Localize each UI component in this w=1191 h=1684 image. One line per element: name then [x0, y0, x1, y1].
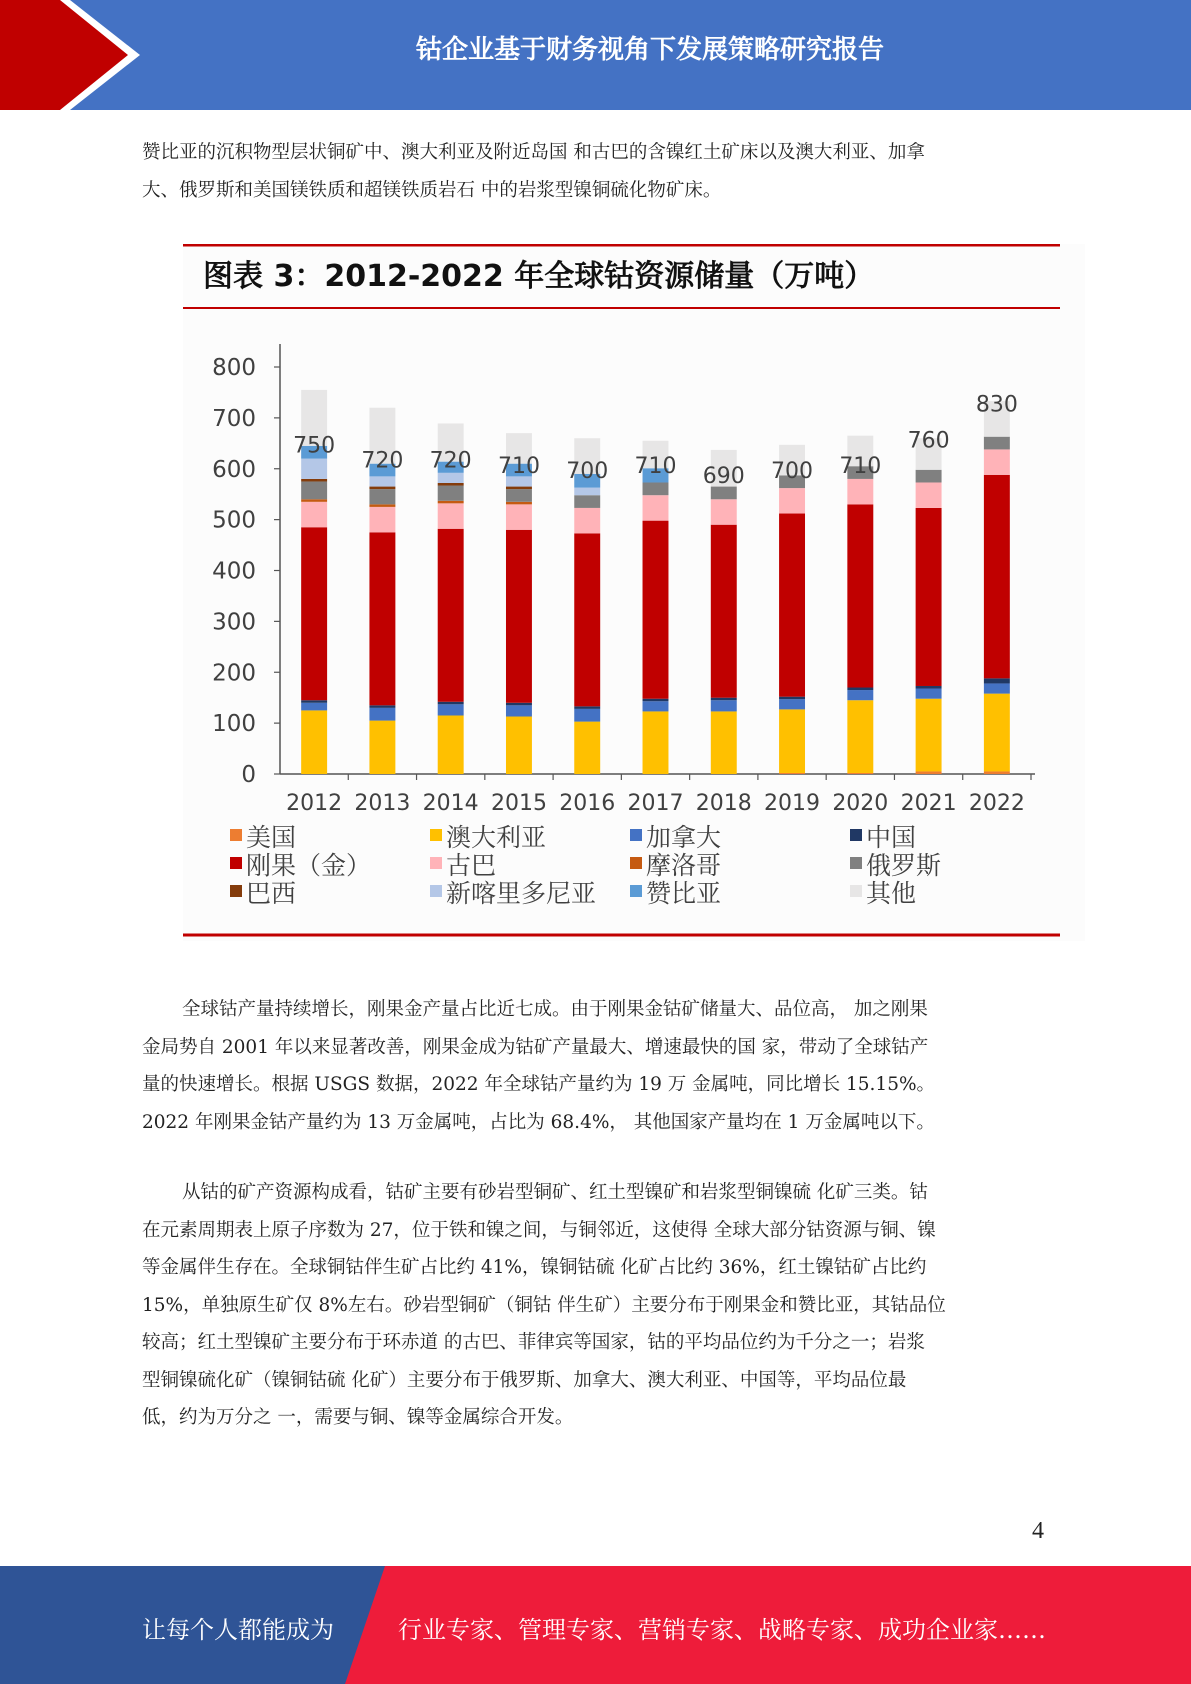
- bar-segment: [779, 488, 805, 513]
- legend-swatch: [430, 885, 442, 897]
- bar-segment: [984, 683, 1010, 693]
- bar-segment: [643, 701, 669, 711]
- bar-segment: [574, 722, 600, 774]
- x-tick-label: 2015: [490, 791, 547, 816]
- paragraph-line: 15%，单独原生矿仅 8%左右。砂岩型铜矿（铜钴 伴生矿）主要分布于刚果金和赞比亚，其钴品位: [142, 1294, 946, 1316]
- paragraph-line: 低，约为万分之 一，需要与铜、镍等金属综合开发。: [142, 1407, 574, 1428]
- bar-segment: [711, 711, 737, 774]
- y-tick-label: 500: [212, 507, 256, 534]
- bar-segment: [984, 475, 1010, 679]
- legend-swatch: [430, 857, 442, 869]
- paragraph-production: [142, 991, 1052, 1141]
- bar-segment: [916, 470, 942, 483]
- legend-swatch: [850, 857, 862, 869]
- legend-swatch: [630, 885, 642, 897]
- data-label-total: 710: [497, 453, 540, 479]
- bar-segment: [301, 710, 327, 774]
- legend-label: 新喀里多尼亚: [446, 879, 597, 908]
- intro-line-1: 赞比亚的沉积物型层状铜矿中、澳大利亚及附近岛国 和古巴的含镍红土矿床以及澳大利亚、加拿: [142, 142, 925, 163]
- x-tick-label: 2014: [422, 791, 479, 816]
- bar-segment: [369, 721, 395, 774]
- y-tick-label: 700: [212, 405, 256, 432]
- legend-label: 巴西: [246, 879, 297, 908]
- bar-segment: [301, 703, 327, 711]
- bar-segment: [847, 479, 873, 504]
- legend-swatch: [630, 829, 642, 841]
- paragraph-line: 全球钴产量持续增长，刚果金产量占比近七成。由于刚果金钴矿储量大、品位高， 加之刚果: [182, 999, 928, 1020]
- intro-line-2: 大、俄罗斯和美国镁铁质和超镁铁质岩石 中的岩浆型镍铜硫化物矿床。: [142, 179, 722, 201]
- bar-segment: [711, 525, 737, 698]
- bar-segment: [847, 690, 873, 700]
- stacked-bar-chart: [183, 244, 1085, 941]
- x-tick-label: 2020: [832, 791, 889, 816]
- bar-segment: [369, 705, 395, 708]
- chart-title: 图表 3：2012-2022 年全球钴资源储量（万吨）: [203, 259, 875, 294]
- data-label-total: 710: [634, 453, 677, 479]
- bar-segment: [984, 437, 1010, 450]
- bar-segment: [574, 706, 600, 709]
- data-label-total: 750: [293, 433, 336, 459]
- data-label-total: 720: [361, 448, 404, 474]
- x-tick-label: 2016: [559, 791, 616, 816]
- bar-segment: [847, 688, 873, 691]
- paragraph-line: 型铜镍硫化矿（镍铜钴硫 化矿）主要分布于俄罗斯、加拿大、澳大利亚、中国等，平均品位最: [142, 1369, 907, 1391]
- legend-label: 其他: [866, 879, 917, 908]
- legend-label: 赞比亚: [646, 879, 722, 908]
- legend-label: 美国: [246, 823, 297, 852]
- bar-segment: [506, 502, 532, 505]
- y-tick-label: 0: [241, 762, 256, 788]
- bar-segment: [506, 705, 532, 716]
- bar-segment: [984, 449, 1010, 474]
- paragraph-line: 2022 年刚果金钴产量约为 13 万金属吨，占比为 68.4%， 其他国家产量均在 1 万金属吨以下。: [142, 1111, 935, 1133]
- bar-segment: [779, 697, 805, 700]
- bar-segment: [301, 479, 327, 482]
- bar-segment: [643, 711, 669, 774]
- bar-segment: [506, 717, 532, 774]
- x-tick-label: 2018: [695, 791, 752, 816]
- bar-segment: [711, 698, 737, 701]
- data-label-total: 690: [702, 463, 745, 489]
- paragraph-resources: [142, 1174, 1052, 1437]
- bar-segment: [369, 489, 395, 504]
- bar-segment: [506, 504, 532, 529]
- bar-segment: [369, 476, 395, 486]
- bar-segment: [438, 483, 464, 486]
- bar-segment: [369, 487, 395, 490]
- bar-segment: [916, 482, 942, 507]
- bar-segment: [506, 487, 532, 490]
- bar-segment: [438, 704, 464, 715]
- bar-segment: [438, 503, 464, 528]
- bar-segment: [916, 689, 942, 699]
- y-tick-label: 300: [212, 609, 256, 636]
- data-label-total: 760: [907, 428, 950, 454]
- data-label-total: 710: [839, 453, 882, 479]
- bar-segment: [438, 501, 464, 504]
- x-tick-label: 2012: [286, 791, 343, 816]
- legend-swatch: [850, 885, 862, 897]
- paragraph-line: 较高；红土型镍矿主要分布于环赤道 的古巴、菲律宾等国家，钴的平均品位约为千分之一；岩浆: [142, 1332, 925, 1353]
- legend-swatch: [230, 885, 242, 897]
- bar-segment: [916, 771, 942, 774]
- legend-label: 澳大利亚: [446, 823, 547, 852]
- x-tick-label: 2017: [627, 791, 684, 816]
- y-tick-label: 800: [212, 355, 256, 381]
- bar-segment: [711, 499, 737, 524]
- footer-slogan-left: 让每个人都能成为: [142, 1616, 334, 1644]
- bar-segment: [916, 508, 942, 686]
- bar-segment: [643, 482, 669, 495]
- page-number: 4: [1032, 1518, 1044, 1544]
- bar-segment: [779, 699, 805, 709]
- legend-swatch: [230, 857, 242, 869]
- bar-segment: [438, 473, 464, 483]
- paragraph-line: 等金属伴生存在。全球铜钴伴生矿占比约 41%，镍铜钴硫 化矿占比约 36%，红土镍钴矿占比约: [142, 1257, 927, 1278]
- x-tick-label: 2013: [354, 791, 411, 816]
- bar-segment: [301, 459, 327, 479]
- legend-label: 俄罗斯: [866, 851, 942, 880]
- bar-segment: [506, 703, 532, 706]
- bar-segment: [916, 699, 942, 772]
- bar-segment: [779, 773, 805, 774]
- paragraph-line: 金局势自 2001 年以来显著改善，刚果金成为钴矿产量最大、增速最快的国 家，带动了全球钴产: [142, 1036, 929, 1058]
- bar-segment: [301, 499, 327, 502]
- bar-segment: [916, 686, 942, 689]
- bar-segment: [711, 700, 737, 711]
- bar-segment: [847, 504, 873, 687]
- legend-label: 中国: [866, 823, 917, 852]
- bar-segment: [301, 700, 327, 703]
- bar-segment: [438, 486, 464, 501]
- legend-label: 刚果（金）: [246, 851, 372, 880]
- legend-swatch: [430, 829, 442, 841]
- bar-segment: [574, 709, 600, 722]
- legend-label: 加拿大: [646, 823, 722, 852]
- bar-segment: [301, 502, 327, 527]
- data-label-total: 700: [771, 458, 814, 484]
- bar-segment: [506, 489, 532, 502]
- bar-segment: [643, 699, 669, 702]
- data-label-total: 700: [566, 458, 609, 484]
- x-tick-label: 2021: [900, 791, 957, 816]
- bar-segment: [301, 527, 327, 700]
- bar-segment: [779, 514, 805, 697]
- bar-segment: [847, 700, 873, 773]
- y-tick-label: 100: [212, 711, 256, 738]
- bar-segment: [574, 488, 600, 496]
- bar-segment: [847, 773, 873, 774]
- footer-slogan-right: 行业专家、管理专家、营销专家、战略专家、成功企业家……: [398, 1616, 1046, 1644]
- bar-segment: [438, 529, 464, 702]
- bar-segment: [643, 521, 669, 699]
- bar-segment: [779, 709, 805, 773]
- x-tick-label: 2022: [968, 791, 1025, 816]
- bar-segment: [574, 533, 600, 706]
- y-tick-label: 400: [212, 558, 256, 585]
- bar-segment: [574, 495, 600, 508]
- bar-segment: [438, 702, 464, 705]
- paragraph-line: 量的快速增长。根据 USGS 数据，2022 年全球钴产量约为 19 万 金属吨，同比增长 15.15%。: [142, 1074, 936, 1095]
- legend-swatch: [850, 829, 862, 841]
- bar-segment: [574, 508, 600, 533]
- legend-label: 摩洛哥: [646, 851, 722, 880]
- bar-segment: [643, 495, 669, 520]
- data-label-total: 830: [975, 392, 1018, 418]
- y-tick-label: 600: [212, 456, 256, 483]
- paragraph-line: 在元素周期表上原子序数为 27，位于铁和镍之间，与铜邻近，这使得 全球大部分钴资源与铜、镍: [142, 1219, 936, 1241]
- x-tick-label: 2019: [764, 791, 821, 816]
- bar-segment: [984, 771, 1010, 774]
- intro-paragraph: [142, 134, 1052, 209]
- bar-segment: [984, 678, 1010, 683]
- header-title: 钴企业基于财务视角下发展策略研究报告: [415, 35, 884, 65]
- bar-segment: [438, 715, 464, 774]
- bar-segment: [369, 504, 395, 507]
- data-label-total: 720: [429, 448, 472, 474]
- bar-segment: [301, 481, 327, 499]
- y-tick-label: 200: [212, 660, 256, 687]
- legend-swatch: [630, 857, 642, 869]
- legend-label: 古巴: [446, 851, 497, 880]
- legend-swatch: [230, 829, 242, 841]
- bar-segment: [369, 507, 395, 532]
- bar-segment: [984, 694, 1010, 772]
- chart-figure: [183, 244, 1085, 941]
- bar-segment: [506, 530, 532, 703]
- paragraph-line: 从钴的矿产资源构成看，钴矿主要有砂岩型铜矿、红土型镍矿和岩浆型铜镍硫 化矿三类。钴: [182, 1182, 928, 1203]
- bar-segment: [369, 532, 395, 705]
- bar-segment: [369, 708, 395, 721]
